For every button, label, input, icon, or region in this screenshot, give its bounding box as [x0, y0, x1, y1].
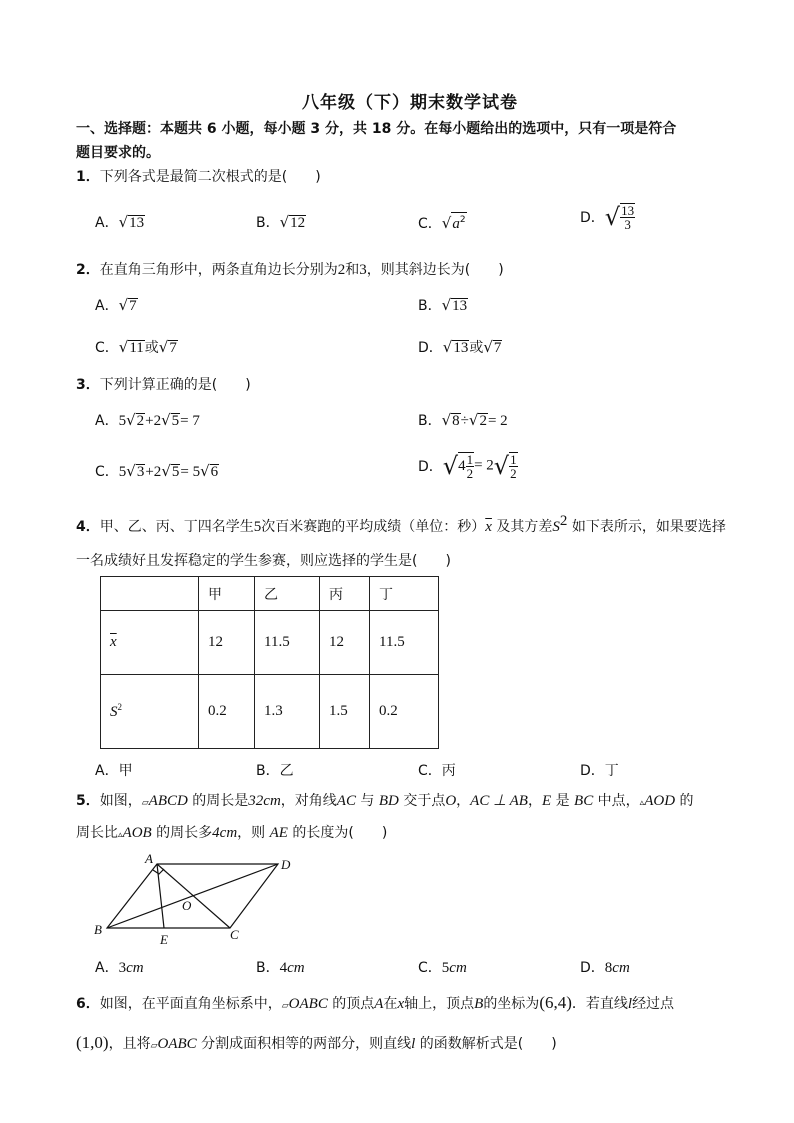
table-row	[101, 675, 439, 749]
q5-option-c: C．5cm	[418, 960, 467, 976]
fraction: $\frac{13}{3}$	[621, 203, 635, 232]
parallelogram-figure	[90, 848, 300, 948]
table-cell: 0.2	[370, 675, 439, 749]
right-angle-mark	[153, 869, 164, 874]
q3-option-d: D．√4 $\frac{1}{2}$ = 2√ $\frac{1}{2}$	[418, 452, 517, 481]
table-row-label: $S^2$	[101, 675, 199, 749]
sqrt-sign: √	[279, 213, 290, 231]
label-e: E	[160, 932, 168, 947]
table-cell: 12	[199, 611, 255, 675]
question-1	[76, 166, 321, 186]
question-5-line2: 周长比▵AOB 的周长多4cm，则 AE 的长度为( )	[76, 825, 388, 841]
q4-option-c: C．丙	[418, 763, 456, 779]
question-3: 3．下列计算正确的是( )	[76, 377, 251, 393]
table-header: 丁	[370, 577, 439, 611]
q3-option-a: A．5√2+2√5= 7	[95, 411, 200, 429]
question-4: 4．甲、乙、丙、丁四名学生5次百米赛跑的平均成绩（单位：秒）$\overline{x}$ 及其方差$S^2$ 如下表所示，如果要选择	[76, 513, 726, 535]
radicand: a	[452, 216, 460, 232]
option-label: B．	[256, 215, 280, 231]
q1-option-c	[418, 212, 467, 233]
table-cell: 0.2	[199, 675, 255, 749]
exponent: 2	[459, 215, 466, 225]
question-4-line2: 一名成绩好且发挥稳定的学生参赛，则应选择的学生是( )	[76, 553, 451, 569]
q5-option-b: B．4cm	[256, 960, 305, 976]
table-row	[101, 611, 439, 675]
q2-option-a: A．√7	[95, 296, 137, 314]
sqrt-sign: √	[118, 213, 129, 231]
q1-option-b	[256, 212, 306, 232]
sqrt-sign: √	[441, 214, 452, 232]
option-label: D．	[580, 210, 605, 226]
section-heading-line2: 题目要求的。	[76, 145, 160, 161]
sqrt-sign: √	[604, 203, 621, 231]
table-cell: 1.3	[255, 675, 320, 749]
question-2: 2．在直角三角形中，两条直角边长分别为2和3，则其斜边长为( )	[76, 262, 504, 278]
table-cell: 11.5	[370, 611, 439, 675]
table-header-row	[101, 577, 439, 611]
option-label: A．	[95, 215, 119, 231]
question-stem: 下列各式是最简二次根式的是( )	[99, 169, 321, 185]
section-heading-line1: 一、选择题：本题共 6 小题，每小题 3 分，共 18 分。在每小题给出的选项中，只有一项是符合	[76, 121, 677, 137]
question-6-line2: (1,0)，且将▱OABC 分割成面积相等的两部分，则直线l 的函数解析式是( )	[76, 1033, 557, 1052]
question-number: 1．	[76, 169, 100, 185]
q3-option-b: B．√8÷√2= 2	[418, 411, 508, 429]
q4-option-b: B．乙	[256, 763, 294, 779]
q2-option-b: B．√13	[418, 296, 468, 314]
q1-option-d	[580, 203, 635, 231]
label-a: A	[145, 851, 153, 866]
question-number: 2．	[76, 262, 100, 278]
question-6: 6．如图，在平面直角坐标系中，▱OABC 的顶点A在x轴上，顶点B的坐标为(6,4)．若直线l经过点	[76, 993, 675, 1012]
label-b: B	[94, 922, 102, 937]
q2-option-d: D．√13或√7	[418, 338, 502, 356]
q5-option-a: A．3cm	[95, 960, 144, 976]
radicand: 13	[129, 215, 145, 231]
radicand: 12	[290, 215, 306, 231]
page-title: 八年级（下）期末数学试卷	[302, 93, 518, 113]
q4-option-d: D．丁	[580, 763, 619, 779]
table-header: 丙	[320, 577, 370, 611]
table-header: 甲	[199, 577, 255, 611]
table-cell	[101, 577, 199, 611]
q5-option-d: D．8cm	[580, 960, 630, 976]
table-cell: 1.5	[320, 675, 370, 749]
label-o: O	[182, 898, 192, 913]
question-5: 5．如图，▱ABCD 的周长是32cm，对角线AC 与 BD 交于点O，AC ⊥ AB，E 是 BC 中点，▵AOD 的	[76, 793, 694, 809]
table-row-label: $\overline{x}$	[101, 611, 199, 675]
q4-option-a: A．甲	[95, 763, 133, 779]
label-c: C	[230, 927, 239, 942]
label-d: D	[281, 857, 291, 872]
q2-option-c: C．√11或√7	[95, 338, 177, 356]
option-label: C．	[418, 216, 442, 232]
table-cell: 12	[320, 611, 370, 675]
q1-option-a	[95, 212, 145, 232]
table-header: 乙	[255, 577, 320, 611]
table-cell: 11.5	[255, 611, 320, 675]
q3-option-c: C．5√3+2√5= 5√6	[95, 462, 219, 480]
score-table	[100, 576, 439, 749]
